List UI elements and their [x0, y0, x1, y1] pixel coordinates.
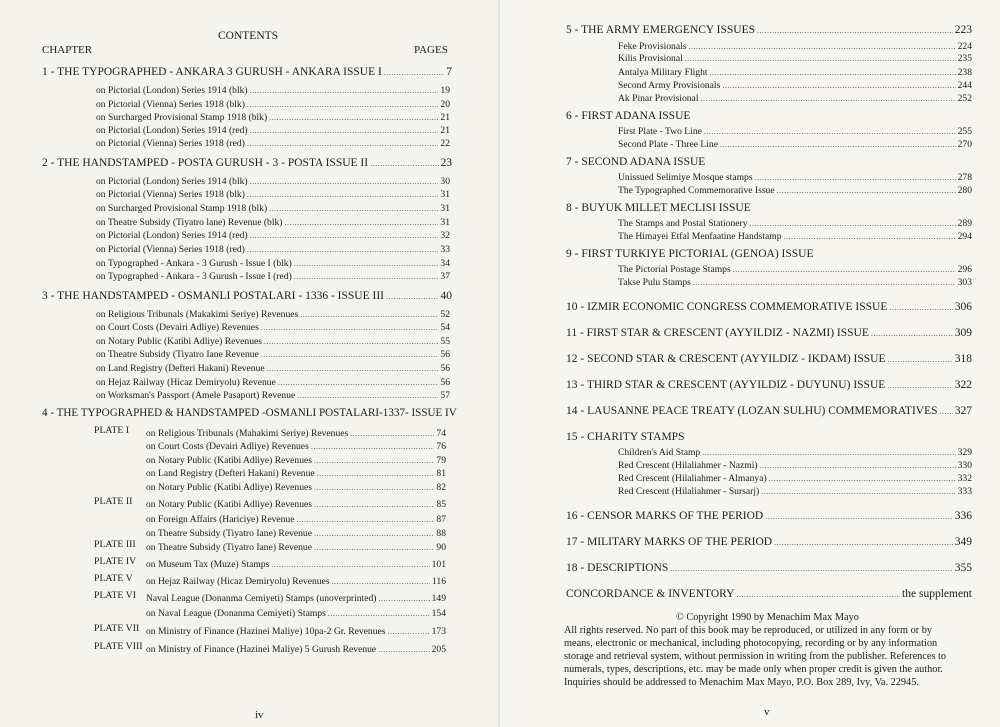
toc-item: The Typographed Commemorative Issue ..... 280: [618, 184, 972, 197]
chapter-entry: 13 - THIRD STAR & CRESCENT (AYYILDIZ - DUYUNU) ISSUE ..... 322: [566, 379, 972, 392]
toc-item: Red Crescent (Hilaliahmer - Sursarj) ..... 333: [618, 485, 972, 498]
page-number: iv: [255, 709, 264, 721]
toc-item: Children's Aid Stamp ..... 329: [618, 446, 972, 459]
toc-item: on Surcharged Provisional Stamp 1918 (blk) ..... 31: [96, 202, 450, 215]
toc-item: on Religious Tribunals (Makakimi Seriye) Revenues ..... 52: [96, 308, 450, 321]
toc-item: on Pictorial (Vienna) Series 1918 (blk) ..... 31: [96, 188, 450, 201]
chapter-entry: 2 - THE HANDSTAMPED - POSTA GURUSH - 3 - POSTA ISSUE II ..... 23: [42, 157, 452, 170]
plate-item: on Land Registry (Defteri Hakani) Revenue ..... 81: [146, 467, 446, 480]
chapter-entry: 11 - FIRST STAR & CRESCENT (AYYILDIZ - NAZMI) ISSUE ..... 309: [566, 327, 972, 340]
toc-item: Red Crescent (Hilaliahmer - Nazmi) ..... 330: [618, 459, 972, 472]
chapter-entry: 18 - DESCRIPTIONS ..... 355: [566, 562, 972, 575]
chapter-entry: 7 - SECOND ADANA ISSUE: [566, 156, 706, 168]
toc-item: on Pictorial (Vienna) Series 1918 (red) ..... 33: [96, 243, 450, 256]
toc-item: The Stamps and Postal Stationery ..... 289: [618, 217, 972, 230]
chapter-entry: 17 - MILITARY MARKS OF THE PERIOD ..... 349: [566, 536, 972, 549]
plate-item: on Ministry of Finance (Hazinei Maliye) 10pa-2 Gr. Revenues ..... 173: [146, 625, 446, 638]
right-page: [500, 0, 1000, 727]
copyright-text: storage and retrieval system, without permission in writing from the publisher. References to: [564, 651, 947, 662]
plate-item: on Court Costs (Devairi Adliye) Revenues ..... 76: [146, 440, 446, 453]
toc-item: on Theatre Subsidy (Tiyatro lane) Revenue (blk) ..... 31: [96, 216, 450, 229]
toc-item: on Pictorial (London) Series 1914 (blk) ..... 30: [96, 175, 450, 188]
plate-label: PLATE I: [94, 425, 130, 436]
plate-label: PLATE VII: [94, 623, 140, 634]
chapter-entry: 3 - THE HANDSTAMPED - OSMANLI POSTALARI - 1336 - ISSUE III ..... 40: [42, 290, 452, 303]
toc-item: Red Crescent (Hilaliahmer - Almanya) ..... 332: [618, 472, 972, 485]
toc-item: on Typographed - Ankara - 3 Gurush - Issue I (red) ..... 37: [96, 270, 450, 283]
toc-item: on Notary Public (Katibi Adliye) Revenues ..... 55: [96, 335, 450, 348]
chapter-entry: 1 - THE TYPOGRAPHED - ANKARA 3 GURUSH - ANKARA ISSUE I ..... 7: [42, 66, 452, 79]
chapter-entry: 14 - LAUSANNE PEACE TREATY (LOZAN SULHU) COMMEMORATIVES ..... 327: [566, 405, 972, 418]
toc-item: Second Plate - Three Line ..... 270: [618, 138, 972, 151]
toc-item: on Theatre Subsidy (Tiyatro Iane Revenue ..... 56: [96, 348, 450, 361]
chapter-entry: CONCORDANCE & INVENTORY ..... the supplement: [566, 588, 972, 601]
toc-item: on Hejaz Railway (Hicaz Demiryolu) Revenue ..... 56: [96, 376, 450, 389]
plate-item: Naval League (Donanma Cemiyeti) Stamps (unoverprinted) ..... 149: [146, 592, 446, 605]
toc-item: Antalya Military Flight ..... 238: [618, 66, 972, 79]
plate-label: PLATE II: [94, 496, 133, 507]
toc-item: on Pictorial (Vienna) Series 1918 (red) ..... 22: [96, 137, 450, 150]
toc-item: on Land Registry (Defteri Hakani) Revenue ..... 56: [96, 362, 450, 375]
copyright-text: Inquiries should be addressed to Menachim Max Mayo, P.O. Box 289, Ivy, Va. 22945.: [564, 677, 919, 688]
copyright-text: All rights reserved. No part of this book may be reproduced, or utilized in any form or by: [564, 625, 933, 636]
plate-label: PLATE III: [94, 539, 136, 550]
plate-item: on Theatre Subsidy (Tiyatro Iane) Revenue ..... 90: [146, 541, 446, 554]
chapter-entry: 16 - CENSOR MARKS OF THE PERIOD ..... 336: [566, 510, 972, 523]
plate-label: PLATE IV: [94, 556, 137, 567]
toc-item: The Himayei Etfal Menfaatine Handstamp ..... 294: [618, 230, 972, 243]
toc-item: on Pictorial (Vienna) Series 1918 (blk) ..... 20: [96, 98, 450, 111]
chapter-entry: 9 - FIRST TURKIYE PICTORIAL (GENOA) ISSUE: [566, 248, 814, 260]
pages-header: PAGES: [414, 44, 448, 56]
plate-item: on Religious Tribunals (Mahakimi Seriye) Revenues ..... 74: [146, 427, 446, 440]
chapter-entry: 6 - FIRST ADANA ISSUE: [566, 110, 691, 122]
plate-item: on Notary Public (Katibi Adliye) Revenues ..... 82: [146, 481, 446, 494]
chapter-header: CHAPTER: [42, 44, 93, 56]
plate-label: PLATE VIII: [94, 641, 143, 652]
copyright-text: numerals, types, descriptions, etc. may be made only when proper credit is given the author.: [564, 664, 943, 675]
chapter-entry: 5 - THE ARMY EMERGENCY ISSUES ..... 223: [566, 24, 972, 37]
toc-item: Kilis Provisional ..... 235: [618, 52, 972, 65]
chapter-entry: 12 - SECOND STAR & CRESCENT (AYYILDIZ - IKDAM) ISSUE ..... 318: [566, 353, 972, 366]
chapter-entry: 4 - THE TYPOGRAPHED & HANDSTAMPED -OSMANLI POSTALARI-1337- ISSUE IV: [42, 407, 457, 419]
copyright-text: means, electronic or mechanical, including photocopying, recording or by any information: [564, 638, 938, 649]
toc-item: on Typographed - Ankara - 3 Gurush - Issue I (blk) ..... 34: [96, 257, 450, 270]
plate-item: on Notary Public (Katibi Adliye) Revenues ..... 85: [146, 498, 446, 511]
toc-item: on Pictorial (London) Series 1914 (red) ..... 32: [96, 229, 450, 242]
toc-item: on Pictorial (London) Series 1914 (red) ..... 21: [96, 124, 450, 137]
plate-label: PLATE VI: [94, 590, 136, 601]
toc-item: Second Army Provisionals ..... 244: [618, 79, 972, 92]
copyright-line: © Copyright 1990 by Menachim Max Mayo: [676, 612, 859, 623]
contents-title: CONTENTS: [218, 30, 279, 42]
toc-item: The Pictorial Postage Stamps ..... 296: [618, 263, 972, 276]
toc-item: Takse Pulu Stamps ..... 303: [618, 276, 972, 289]
chapter-entry: 8 - BUYUK MILLET MECLISI ISSUE: [566, 202, 751, 214]
toc-item: First Plate - Two Line ..... 255: [618, 125, 972, 138]
plate-label: PLATE V: [94, 573, 133, 584]
toc-item: on Court Costs (Devairi Adliye) Revenues ..... 54: [96, 321, 450, 334]
chapter-entry: 15 - CHARITY STAMPS: [566, 431, 685, 443]
toc-item: Feke Provisionals ..... 224: [618, 40, 972, 53]
toc-item: Ak Pinar Provisional ..... 252: [618, 92, 972, 105]
toc-item: Unissued Selimiye Mosque stamps ..... 278: [618, 171, 972, 184]
toc-item: on Surcharged Provisional Stamp 1918 (blk) ..... 21: [96, 111, 450, 124]
plate-item: on Museum Tax (Muze) Stamps ..... 101: [146, 558, 446, 571]
chapter-entry: 10 - IZMIR ECONOMIC CONGRESS COMMEMORATIVE ISSUE ..... 306: [566, 301, 972, 314]
page-number: v: [764, 706, 770, 718]
plate-item: on Theatre Subsidy (Tiyatro Iane) Revenue ..... 88: [146, 527, 446, 540]
plate-item: on Notary Public (Katibi Adliye) Revenues ..... 79: [146, 454, 446, 467]
toc-item: on Worksman's Passport (Amele Pasaport) Revenue ..... 57: [96, 389, 450, 402]
toc-item: on Pictorial (London) Series 1914 (blk) ..... 19: [96, 84, 450, 97]
plate-item: on Naval League (Donanma Cemiyeti) Stamps ..... 154: [146, 607, 446, 620]
plate-item: on Hejaz Railway (Hicaz Demiryolu) Revenues ..... 116: [146, 575, 446, 588]
plate-item: on Foreign Affairs (Hariciye) Revenue ..... 87: [146, 513, 446, 526]
plate-item: on Ministry of Finance (Hazinei Maliye) 5 Gurush Revenue ..... 205: [146, 643, 446, 656]
